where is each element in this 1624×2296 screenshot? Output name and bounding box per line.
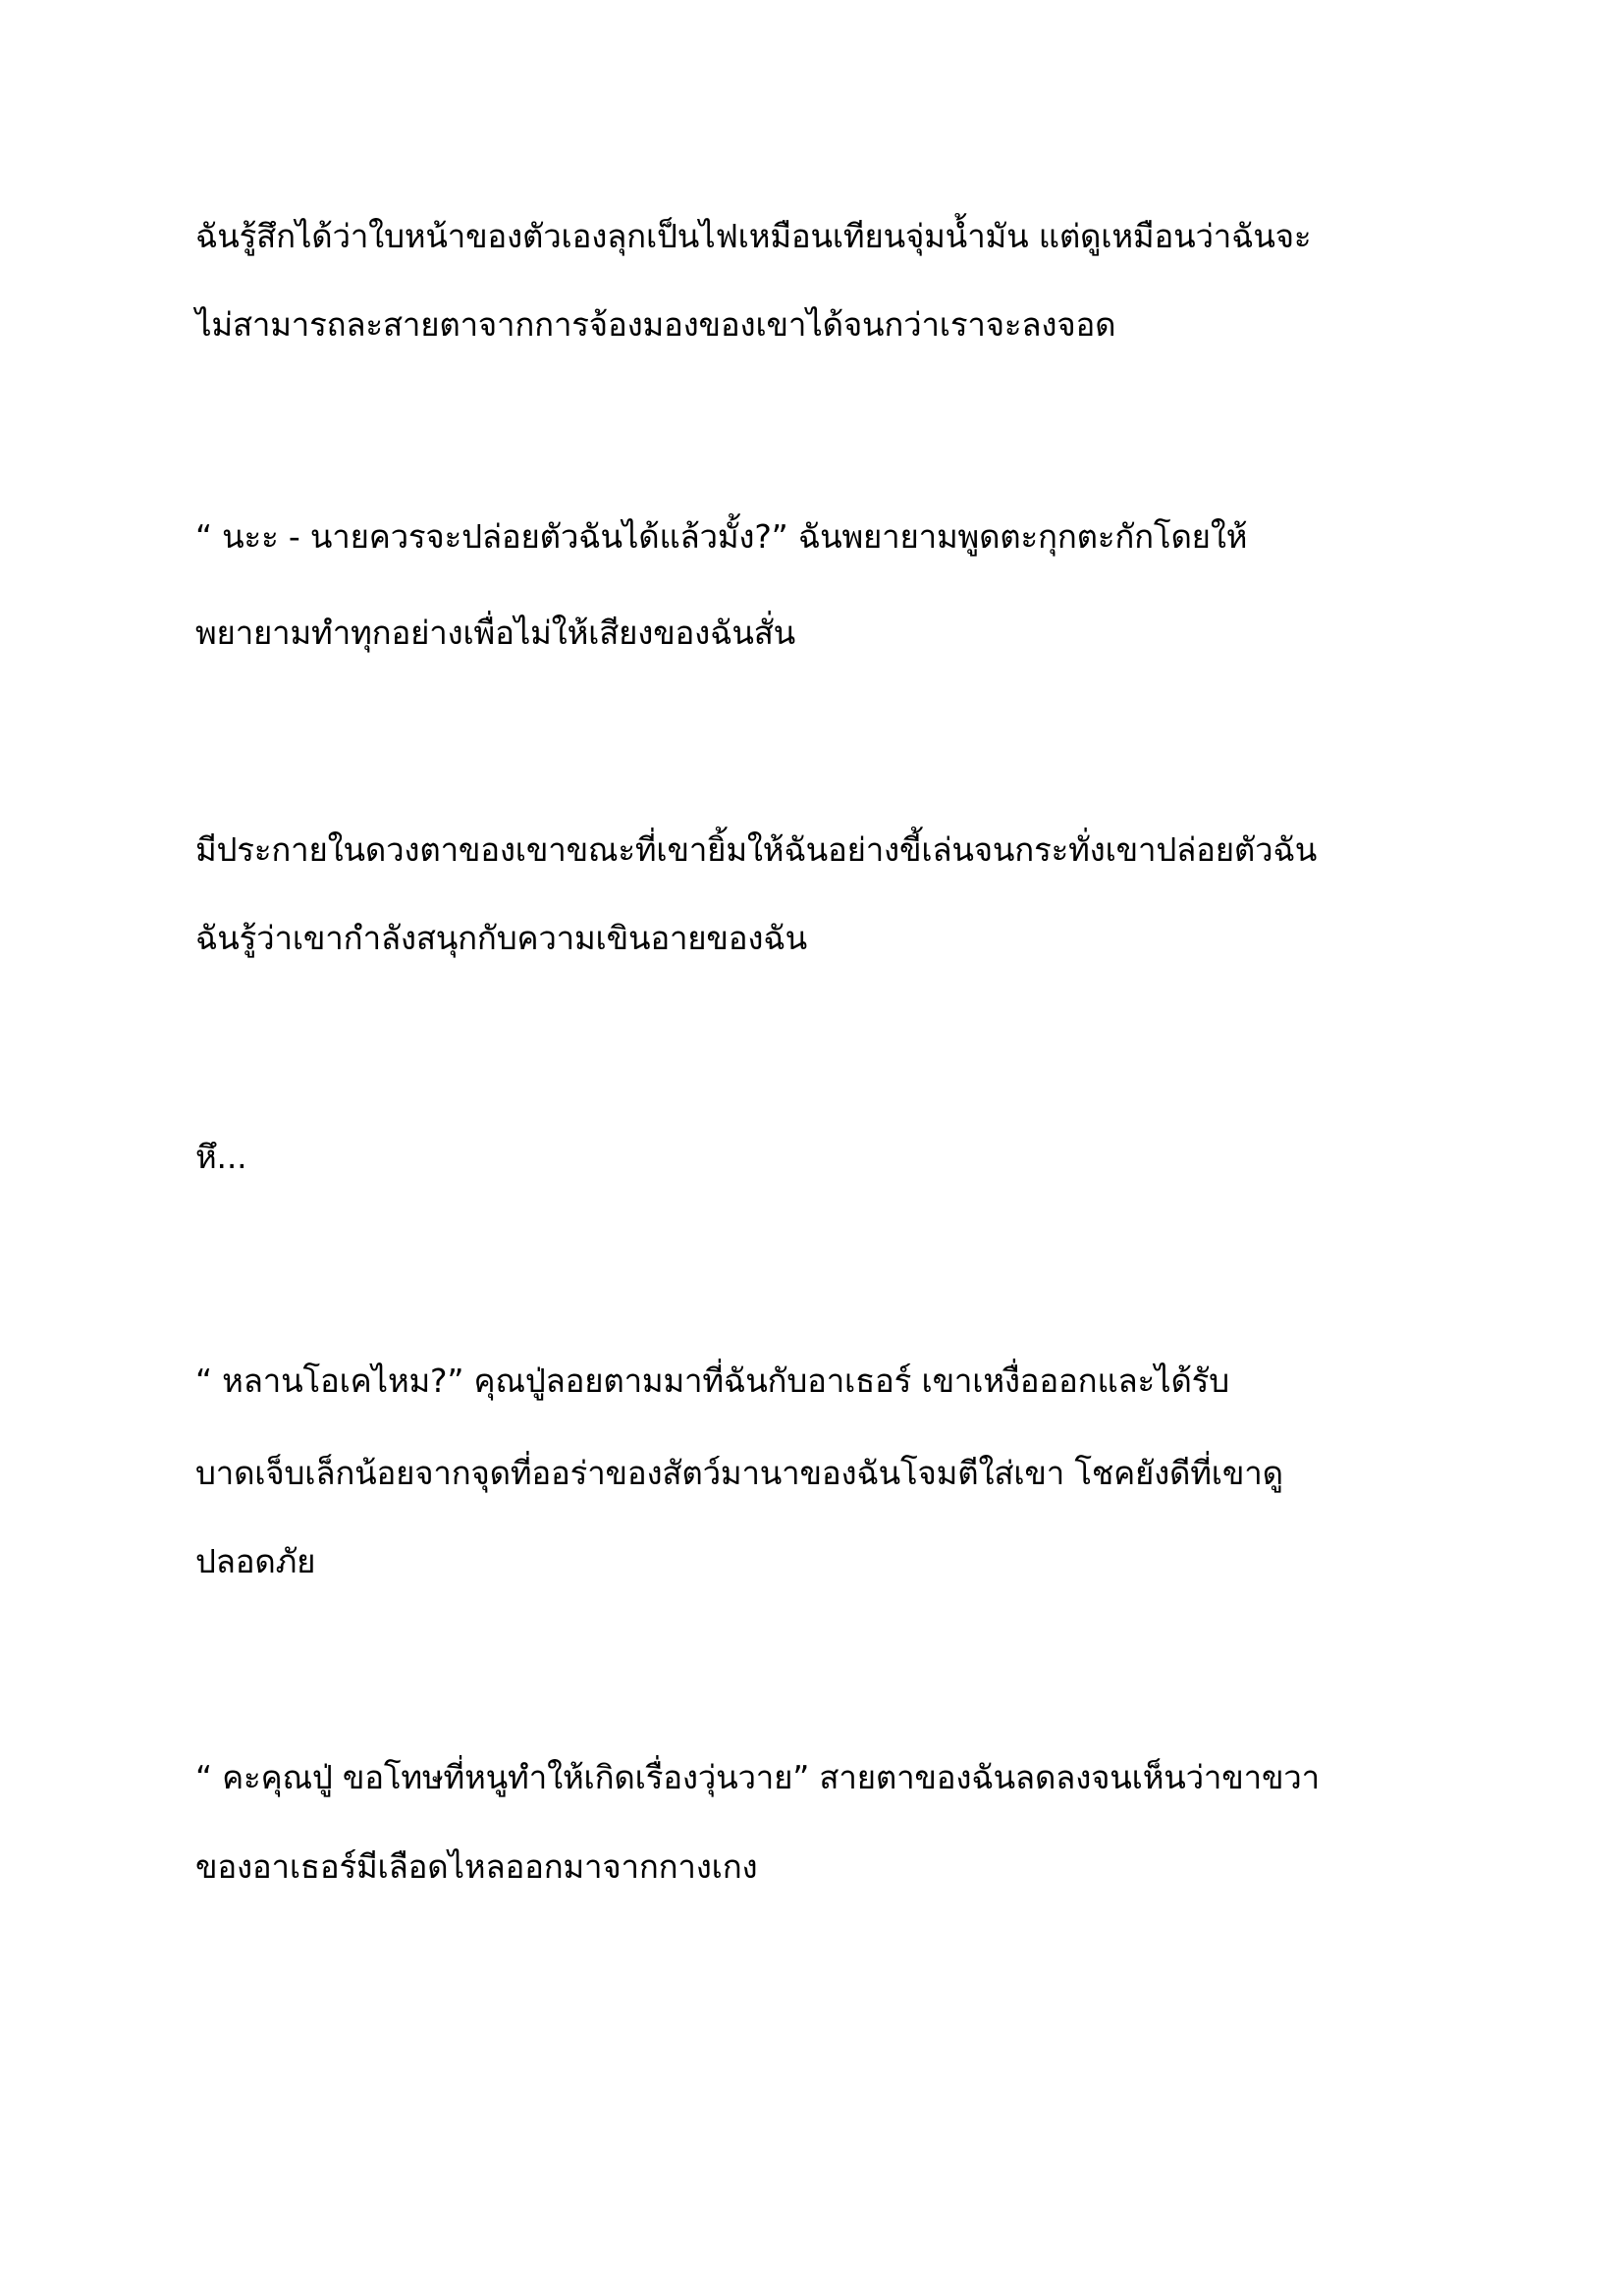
paragraph-4-line-1: หึ... xyxy=(195,1138,247,1176)
paragraph-3-line-2: ฉันรู้ว่าเขากำลังสนุกกับความเขินอายของฉัน xyxy=(195,919,807,957)
paragraph-5-line-2: บาดเจ็บเล็กน้อยจากจุดที่ออร่าของสัตว์มานาของฉันโจมตีใส่เขา โชคยังดีที่เขาดู xyxy=(195,1454,1283,1492)
paragraph-5-line-1: “ หลานโอเคไหม?” คุณปู่ลอยตามมาที่ฉันกับอาเธอร์ เขาเหงื่อออกและได้รับ xyxy=(195,1362,1229,1400)
paragraph-1-line-1: ฉันรู้สึกได้ว่าใบหน้าของตัวเองลุกเป็นไฟเหมือนเทียนจุ่มน้ำมัน แต่ดูเหมือนว่าฉันจะ xyxy=(195,217,1312,255)
paragraph-6-line-1: “ คะคุณปู่ ขอโทษที่หนูทำให้เกิดเรื่องวุ่นวาย” สายตาของฉันลดลงจนเห็นว่าขาขวา xyxy=(195,1758,1320,1796)
paragraph-6-line-2: ของอาเธอร์มีเลือดไหลออกมาจากกางเกง xyxy=(195,1847,758,1886)
paragraph-2-line-1: “ นะะ - นายควรจะปล่อยตัวฉันได้แล้วมั้ง?” ฉันพยายามพูดตะกุกตะกักโดยให้ xyxy=(195,517,1248,556)
paragraph-3-line-1: มีประกายในดวงตาของเขาขณะที่เขายิ้มให้ฉันอย่างขี้เล่นจนกระทั่งเขาปล่อยตัวฉัน xyxy=(195,830,1318,869)
paragraph-2-line-2: พยายามทำทุกอย่างเพื่อไม่ให้เสียงของฉันสั่น xyxy=(195,614,796,652)
paragraph-1-line-2: ไม่สามารถละสายตาจากการจ้องมองของเขาได้จนกว่าเราจะลงจอด xyxy=(195,305,1116,344)
paragraph-5-line-3: ปลอดภัย xyxy=(195,1542,316,1580)
